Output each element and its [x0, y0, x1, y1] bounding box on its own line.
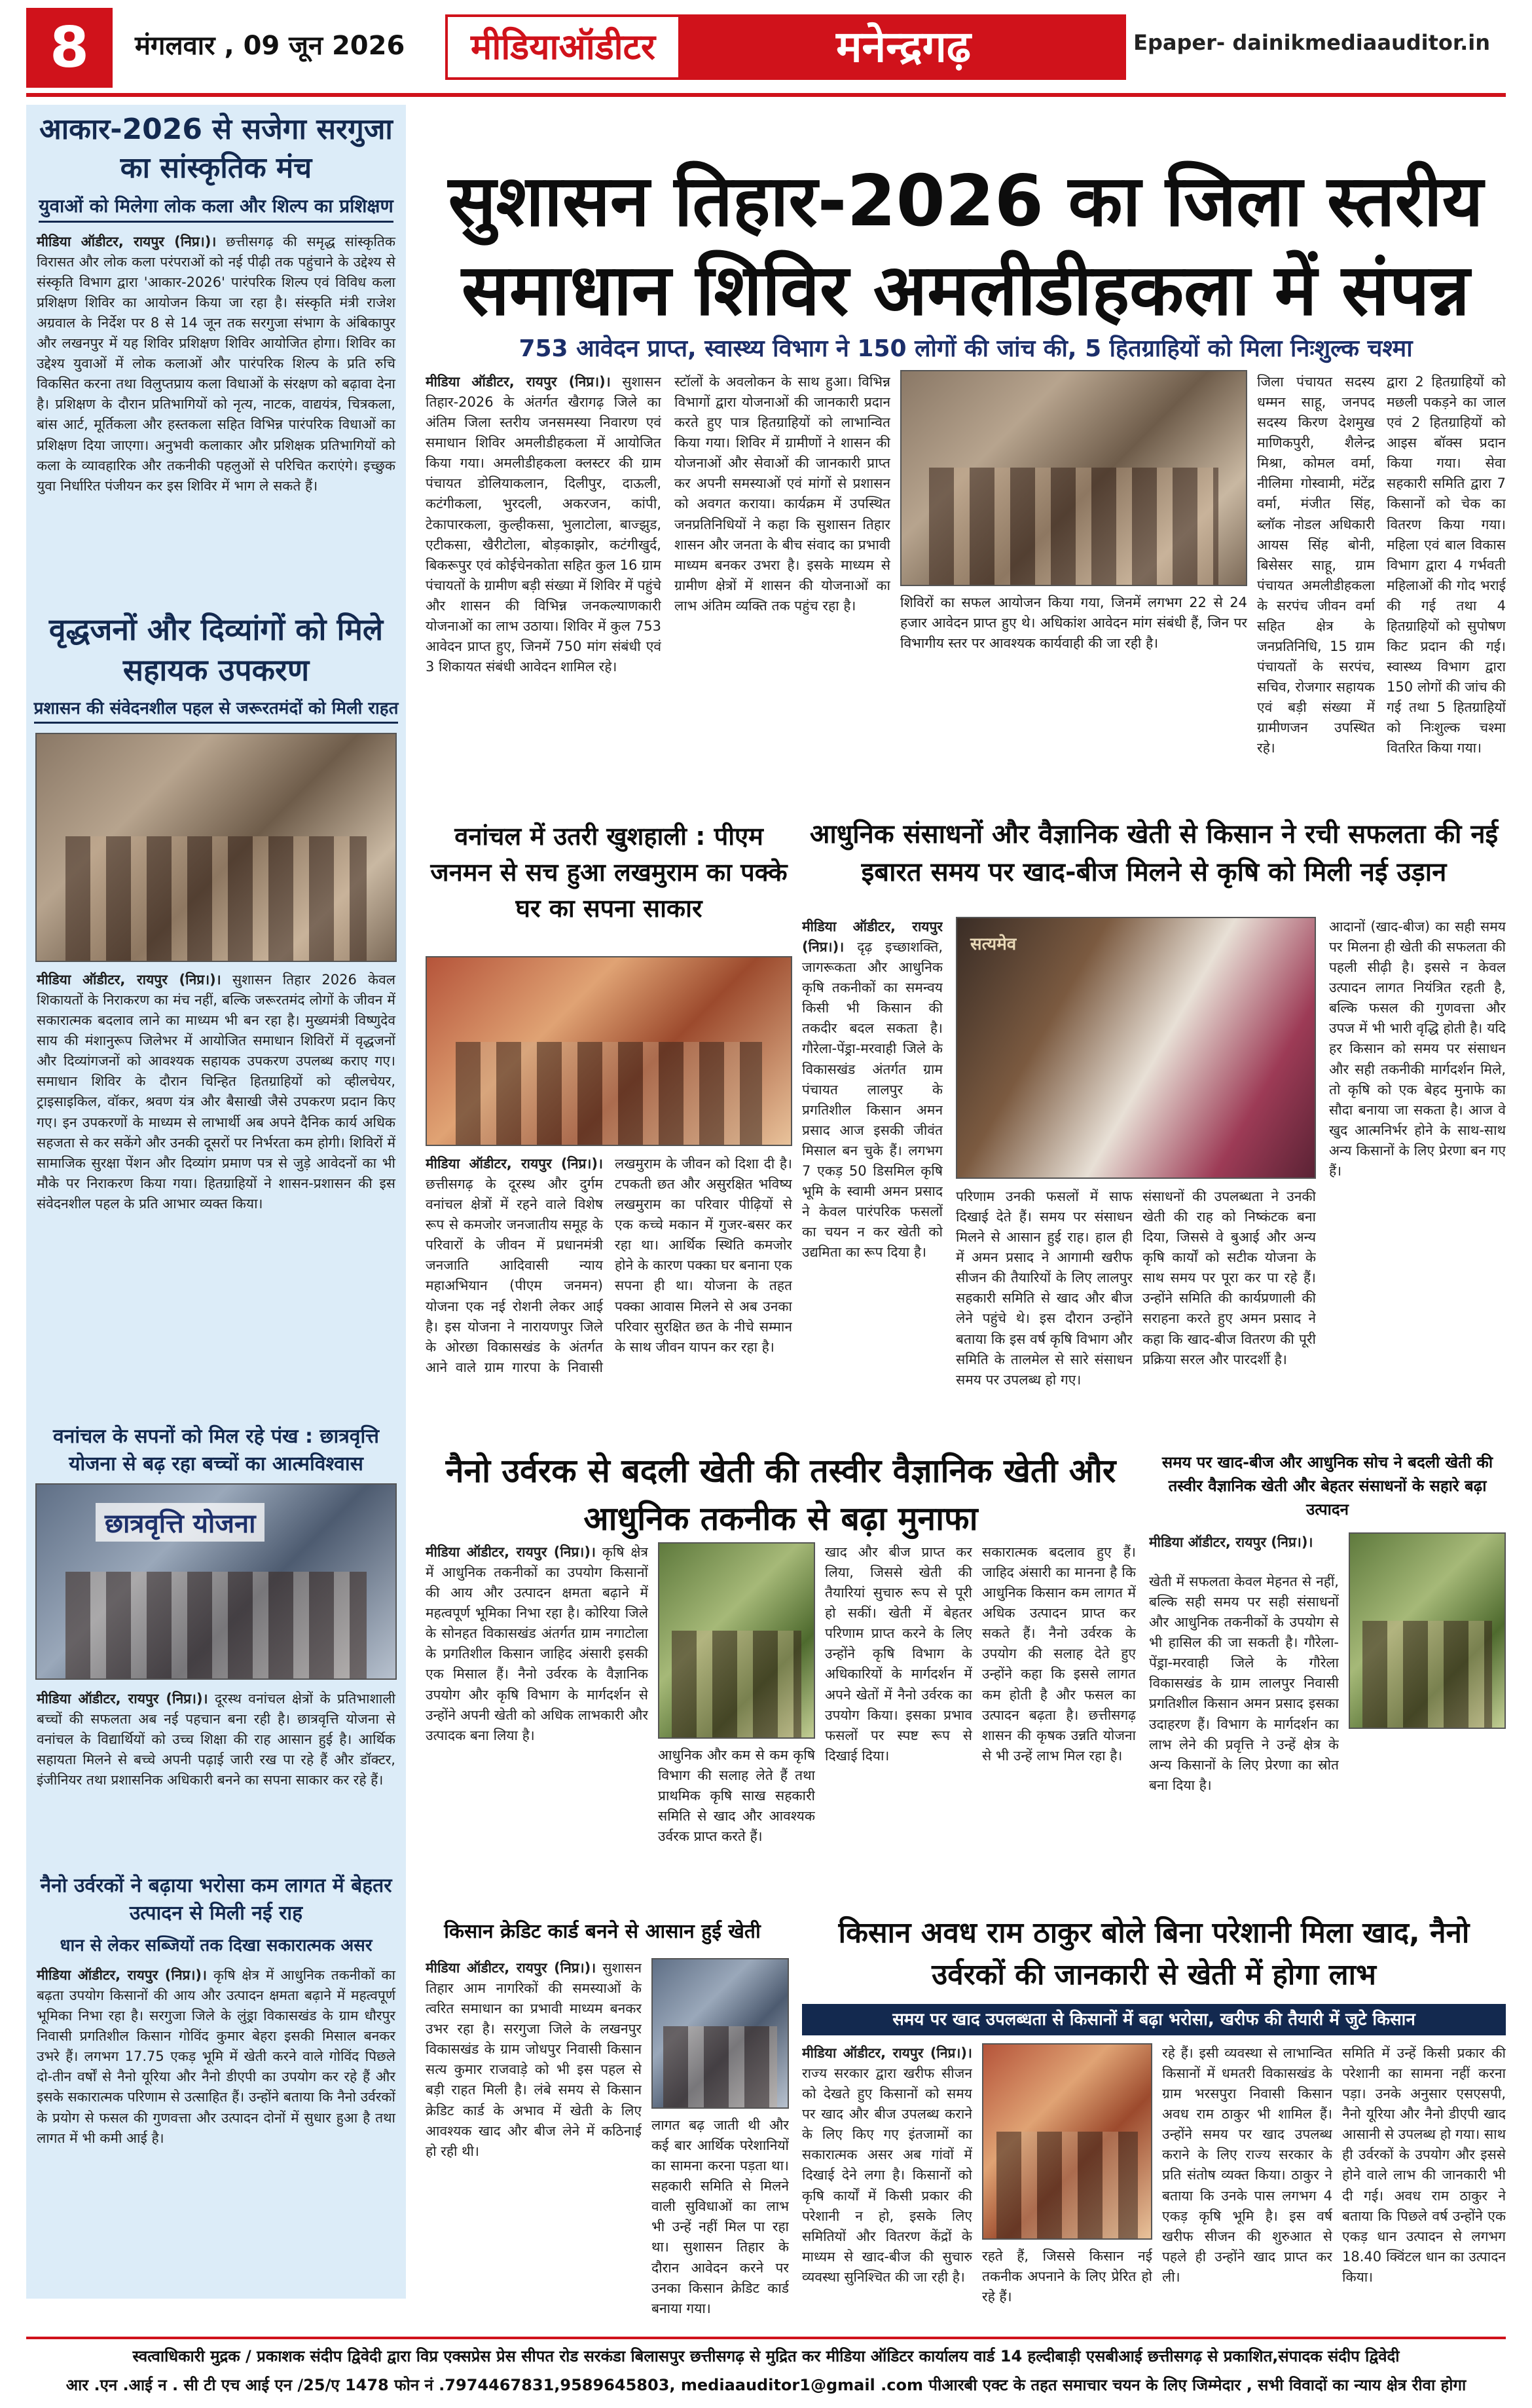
nano2-body: खेती में सफलता केवल मेहनत से नहीं, बल्कि सही समय पर सही संसाधनों और आधुनिक तकनीकों के उपयोग से भी हासिल की जा सकती है। गौरेला-पेंड्रा-मरवाही जिले के गौरेला विकासखंड के ग्राम लालपुर निवासी प्रगतिशील किसान अमन प्रसाद इसका उदाहरण हैं। विभाग के मार्गदर्शन का लाभ लेने की प्रवृत्ति ने उन्हें क्षेत्र के अन्य किसानों के लिए प्रेरणा का स्रोत बना दिया है।: [1149, 1574, 1339, 1793]
story-body: समिति में उन्हें किसी प्रकार की परेशानी का सामना नहीं करना पड़ा। उनके अनुसार एसएसपी, नैनो यूरिया और नैनो डीएपी खाद आसानी से उपलब्ध हो गया। साथ ही उर्वरकों के उपयोग और इससे होने वाले लाभ की जानकारी भी दी गई। अवध राम ठाकुर ने बताया कि पिछले वर्ष उन्होंने एक एकड़ धान उत्पादन से लगभग 18.40 क्विंटल धान का उत्पादन किया।: [1342, 2045, 1506, 2285]
story-headline: नैनो उर्वरकों ने बढ़ाया भरोसा कम लागत में बेहतर उत्पादन से मिली नई राह: [40, 1874, 392, 1925]
story-subhead: प्रशासन की संवेदनशील पहल से जरूरतमंदों को मिली राहत: [34, 695, 399, 724]
story-body: दृढ़ इच्छाशक्ति, जागरूकता और आधुनिक कृषि तकनीकों का समन्वय किसी भी किसान की तकदीर बदल सकता है। गौरेला-पेंड्रा-मरवाही जिले के विकासखंड अंतर्गत ग्राम पंचायत लालपुर के प्रगतिशील किसान अमन प्रसाद आज इसकी जीवंत मिसाल बन चुके हैं। लगभग 7 एकड़ 50 डिसमिल कृषि भूमि के स्वामी अमन प्रसाद ने केवल पारंपरिक फसलों का चयन न कर खेती को उद्यमिता का रूप दिया है।: [802, 939, 943, 1261]
farming-column-3: [1142, 1187, 1316, 1422]
story-subhead: युवाओं को मिलेगा लोक कला और शिल्प का प्रशिक्षण: [39, 193, 393, 223]
masthead-rule: [26, 93, 1506, 97]
pmjanman-headline: वनांचल में उतरी खुशहाली : पीएम जनमन से सच हुआ लखमुराम का पक्के घर का सपना साकार: [430, 822, 788, 923]
story-body: रहे हैं। इसी व्यवस्था से लाभान्वित किसानों में धमतरी विकासखंड के ग्राम भरसपुरा निवासी किसान अवध राम ठाकुर भी शामिल हैं। उन्होंने समय पर खाद उपलब्ध कराने के लिए राज्य सरकार के प्रति संतोष व्यक्त किया। ठाकुर ने बताया कि उनके पास लगभग 4 एकड़ कृषि भूमि है। इस वर्ष खरीफ सीजन की शुरुआत से पहले ही उन्होंने खाद प्राप्त कर ली।: [1162, 2045, 1332, 2285]
story-subhead: धान से लेकर सब्जियों तक दिखा सकारात्मक असर: [60, 1935, 373, 1955]
nano2-headline: समय पर खाद-बीज और आधुनिक सोच ने बदली खेती की तस्वीर वैज्ञानिक खेती और बेहतर संसाधनों के सहारे बढ़ा उत्पादन: [1161, 1453, 1493, 1519]
story-byline: मीडिया ऑडीटर, रायपुर (निप्र।)।: [802, 2045, 972, 2061]
story-body: द्वारा 2 हितग्राहियों को मछली पकड़ने का जाल एवं 2 हितग्राहियों को आइस बॉक्स प्रदान किया गया। सेवा सहकारी समिति द्वारा 7 किसानों को चेक का वितरण किया गया। महिला एवं बाल विकास विभाग द्वारा 4 गर्भवती महिलाओं की गोद भराई की गई तथा 4 हितग्राहियों को सुपोषण किट प्रदान की गई। स्वास्थ्य विभाग द्वारा 150 लोगों की जांच की गई तथा 5 हितग्राहियों को निःशुल्क चश्मा वितरित किया गया।: [1387, 374, 1506, 756]
story-body: सकारात्मक बदलाव हुए हैं। जाहिद अंसारी का मानना है कि आधुनिक किसान कम लागत में अधिक उत्पादन प्राप्त कर सकते हैं। नैनो उर्वरक के उपयोग की सलाह देते हुए उन्होंने कहा कि इससे लागत कम होती है और फसल का उत्पादन बढ़ता है। छत्तीसगढ़ शासन की कृषक उन्नति योजना से भी उन्हें लाभ मिल रहा है।: [982, 1544, 1136, 1764]
story-headline: वनांचल के सपनों को मिल रहे पंख : छात्रवृत्ति योजना से बढ़ रहा बच्चों का आत्मविश्वास: [52, 1424, 379, 1475]
masthead: [26, 8, 1506, 88]
story-aakar: [26, 105, 406, 595]
thakur-strap: समय पर खाद उपलब्धता से किसानों में बढ़ा भरोसा, खरीफ की तैयारी में जुटे किसान: [802, 2004, 1506, 2035]
story-byline: मीडिया ऑडीटर, रायपुर (निप्र।)।: [426, 1960, 596, 1976]
farming-headline: आधुनिक संसाधनों और वैज्ञानिक खेती से किसान ने रची सफलता की नई इबारत समय पर खाद-बीज मिलने से कृषि को मिली नई उड़ान: [809, 819, 1499, 887]
story-body: राज्य सरकार द्वारा खरीफ सीजन को देखते हुए किसानों को समय पर खाद और बीज उपलब्ध कराने के लिए किए गए इंतजामों का सकारात्मक असर अब गांवों में दिखाई देने लगा है। किसानों को कृषि कार्यों में किसी प्रकार की परेशानी न हो, इसके लिए समितियों और वितरण केंद्रों के माध्यम से खाद-बीज की सुचारु व्यवस्था सुनिश्चित की जा रही है।: [802, 2065, 972, 2285]
story-byline: मीडिया ऑडीटर, रायपुर (निप्र।)।: [1149, 1534, 1313, 1550]
story-photo: [35, 1483, 397, 1680]
imprint-line-1: स्वत्वाधिकारी मुद्रक / प्रकाशक संदीप द्विवेदी द्वारा विप्र एक्सप्रेस प्रेस सीपत रोड सरकंडा बिलासपुर छत्तीसगढ़ से मुद्रित कर मीडिया ऑडिटर कार्यालय वार्ड 14 हल्दीबाड़ी एसबीआई छत्तीसगढ़ से प्रकाशित,संपादक संदीप द्विवेदी: [132, 2347, 1400, 2365]
story-byline: मीडिया ऑडीटर, रायपुर (निप्र।)।: [426, 1544, 596, 1560]
lead-headline: सुशासन तिहार-2026 का जिला स्तरीय समाधान शिविर अमलीडीहकला में संपन्न: [448, 160, 1484, 332]
nano-photo: [658, 1542, 815, 1739]
photo-banner-text: छात्रवृत्ति योजना: [96, 1503, 264, 1542]
story-byline: मीडिया ऑडीटर, रायपुर (निप्र।)।: [426, 1156, 603, 1172]
story-body: सुशासन तिहार-2026 के अंतर्गत खैरागढ़ जिले का अंतिम जिला स्तरीय जनसमस्या निवारण एवं समाधान शिविर अमलीडीहकला में आयोजित किया गया। अमलीडीहकला क्लस्टर की ग्राम पंचायत डोलियाकलान, दिलीपुर, दाऊली, कटंगीकला, भुरदली, अकरजन, कांपी, टेकापारकला, कुल्हीकसा, भुलाटोला, बाज्झुड, एटीकसा, खैरीटोला, बोड़काझोर, कटंगीखुर्द, बिकरूपुर एवं कोईचेनकोता सहित कुल 16 ग्राम पंचायतों के ग्रामीण बड़ी संख्या में शिविर में पहुंचे और शासन की विभिन्न जनकल्याणकारी योजनाओं का लाभ उठाया। शिविर में कुल 753 आवेदन प्राप्त हुए, जिनमें 750 मांग संबंधी एवं 3 शिकायत संबंधी आवेदन शामिल रहे।: [426, 374, 661, 675]
story-nano-left: [26, 1867, 406, 2243]
farming-photo: [956, 917, 1316, 1179]
pmjanman-photo: [426, 956, 792, 1146]
lead-photo: [900, 370, 1247, 586]
imprint-footer: [26, 2337, 1506, 2399]
farming-column-1: [802, 917, 943, 1421]
lead-strap: 753 आवेदन प्राप्त, स्वास्थ्य विभाग ने 150 लोगों की जांच की, 5 हितग्राहियों को मिला निःशुल्क चश्मा: [519, 335, 1413, 362]
nano-column-4: [982, 1542, 1136, 1883]
story-headline: आकार-2026 से सजेगा सरगुजा का सांस्कृतिक मंच: [39, 113, 393, 185]
story-body: जिला पंचायत सदस्य धम्मन साहू, जनपद सदस्य किरण देशमुख माणिकपुरी, शैलेन्द्र मिश्रा, कोमल वर्मा, नीलिमा गोस्वामी, मंटेंद्र वर्मा, मंजीत सिंह, ब्लॉक नोडल अधिकारी आयस सिंह बोनी, बिसेसर साहू, ग्राम पंचायत अमलीडीहकला के सरपंच जीवन वर्मा सहित क्षेत्र के जनप्रतिनिधि, 15 ग्राम पंचायतों के सरपंच, सचिव, रोजगार सहायक एवं बड़ी संख्या में ग्रामीणजन उपस्थित रहे।: [1257, 374, 1375, 756]
thakur-caption: रहते हैं, जिससे किसान नई तकनीक अपनाने के लिए प्रेरित हो रहे हैं।: [982, 2248, 1152, 2305]
story-body: कृषि क्षेत्र में आधुनिक तकनीकों का बढ़ता उपयोग किसानों की आय और उत्पादन क्षमता बढ़ाने में महत्वपूर्ण भूमिका निभा रहा है। सरगुजा जिले के लुंड्रा विकासखंड के ग्राम धौरपुर निवासी प्रगतिशील किसान गोविंद कुमार बेहरा इसकी मिसाल बनकर उभरे हैं। लगभग 17.75 एकड़ भूमि में खेती करने वाले गोविंद पिछले दो-तीन वर्षों से नैनो यूरिया और नैनो डीएपी का उपयोग कर रहे हैं और इसके सकारात्मक परिणाम से उत्साहित हैं। उन्होंने बताया कि नैनो उर्वरकों के प्रयोग से फसल की गुणवत्ता और उत्पादन दोनों में सुधार हुआ है तथा लागत में भी कमी आई है।: [37, 1967, 395, 2146]
nano-column-3: [825, 1542, 972, 1883]
lead-photo-caption: शिविरों का सफल आयोजन किया गया, जिनमें लगभग 22 से 24 हजार आवेदन प्राप्त हुए थे। अधिकांश आवेदन मांग संबंधी हैं, जिन पर विभागीय स्तर पर आवश्यक कार्यवाही की जा रही है।: [900, 595, 1247, 652]
story-photo: [35, 733, 397, 962]
emblem-text: सत्यमेव: [970, 935, 1017, 954]
farming-column-2: [956, 1187, 1133, 1422]
thakur-column-1: [802, 2043, 972, 2325]
thakur-headline: किसान अवध राम ठाकुर बोले बिना परेशानी मिला खाद, नैनो उर्वरकों की जानकारी से खेती में होगा लाभ: [838, 1916, 1470, 1991]
nano2-photo: [1349, 1532, 1506, 1729]
story-body: दूरस्थ वनांचल क्षेत्रों के प्रतिभाशाली बच्चों की सफलता अब नई पहचान बना रही है। छात्रवृत्ति योजना से वनांचल के विद्यार्थियों को उच्च शिक्षा की राह आसान हुई है। आर्थिक सहायता मिलने से बच्चे अपनी पढ़ाई जारी रख पा रहे हैं और डॉक्टर, इंजीनियर तथा प्रशासनिक अधिकारी बनने का सपना साकार कर रहे हैं।: [37, 1690, 395, 1788]
thakur-column-4: [1342, 2043, 1506, 2325]
kcc-caption: लागत बढ़ जाती थी और कई बार आर्थिक परेशानियों का सामना करना पड़ता था। सहकारी समिति से मिलने वाली सुविधाओं का लाभ भी उन्हें नहीं मिल पा रहा था। सुशासन तिहार के दौरान आवेदन करने पर उनका किसान क्रेडिट कार्ड बनाया गया।: [651, 2117, 789, 2316]
story-byline: मीडिया ऑडीटर, रायपुर (निप्र।)।: [37, 971, 221, 988]
thakur-photo: [982, 2043, 1152, 2240]
story-body: छत्तीसगढ़ की समृद्ध सांस्कृतिक विरासत और लोक कला परंपराओं को नई पीढ़ी तक पहुंचाने के उद्देश्य से संस्कृति विभाग द्वारा 'आकार-2026' पारंपरिक शिल्प एवं विविध कला प्रशिक्षण शिविर का आयोजन किया जा रहा है। संस्कृति मंत्री राजेश अग्रवाल के निर्देश पर 8 से 14 जून तक सरगुजा संभाग के अंबिकापुर और लखनपुर में यह शिविर प्रशिक्षण शिविर आयोजित होगा। शिविर का उद्देश्य युवाओं में लोक कलाओं और पारंपरिक शिल्प के प्रति रुचि विकसित करना तथा विलुप्तप्राय कला विधाओं के संरक्षण को बढ़ावा देना है। प्रशिक्षण के दौरान प्रतिभागियों को नृत्य, नाटक, वाद्ययंत्र, चित्रकला, बांस आर्ट, मूर्तिकला और हस्तकला सहित विभिन्न पारंपरिक विधाओं का प्रशिक्षण दिया जाएगा। अनुभवी कलाकार और प्रशिक्षक प्रतिभागियों को कला के व्यावहारिक और तकनीकी पहलुओं से परिचित कराएंगे। इच्छुक युवा निर्धारित पंजीयन कर इस शिविर में भाग ले सकते हैं।: [37, 233, 395, 494]
kcc-photo: [651, 1958, 789, 2109]
nano-caption: आधुनिक और कम से कम कृषि विभाग की सलाह लेते हैं तथा प्राथमिक कृषि साख सहकारी समिति से खाद और आवश्यक उर्वरक प्राप्त करते हैं।: [658, 1747, 815, 1845]
story-scholarship: [26, 1418, 406, 1862]
story-body: परिणाम उनकी फसलों में साफ दिखाई देते हैं। समय पर संसाधन मिलने से आसान हुई राह। हाल ही में अमन प्रसाद ने आगामी खरीफ सीजन की तैयारियों के लिए लालपुर सहकारी समिति से खाद और बीज लेने पहुंचे थे। इस दौरान उन्होंने बताया कि इस वर्ष कृषि विभाग और समिति के तालमेल से सारे संसाधन समय पर उपलब्ध हो गए।: [956, 1189, 1133, 1388]
issue-date: मंगलवार , 09 जून 2026: [135, 31, 405, 61]
story-body: सुशासन तिहार 2026 केवल शिकायतों के निराकरण का मंच नहीं, बल्कि जरूरतमंद लोगों के जीवन में सकारात्मक बदलाव लाने का माध्यम भी बन रहा है। मुख्यमंत्री विष्णुदेव साय की मंशानुरूप जिलेभर में आयोजित समाधान शिविरों में वृद्धजनों और दिव्यांगजनों को आवश्यक सहायक उपकरण उपलब्ध कराए गए। समाधान शिविर के दौरान चिन्हित हितग्राहियों को व्हीलचेयर, ट्राइसाइकिल, वॉकर, श्रवण यंत्र और बैसाखी जैसे उपकरण प्रदान किए गए। इन उपकरणों के माध्यम से लाभार्थी अब अपने दैनिक कार्य अधिक सहजता से कर सकेंगे और उनकी दूसरों पर निर्भरता कम होगी। शिविरों में सामाजिक सुरक्षा पेंशन और दिव्यांग प्रमाण पत्र से जुड़े आवेदनों का भी मौके पर निराकरण किया गया। हितग्राहियों ने शासन-प्रशासन की इस संवेदनशील पहल के प्रति आभार व्यक्त किया।: [37, 971, 395, 1212]
lead-column-3: [1257, 372, 1375, 791]
story-body: कृषि क्षेत्र में आधुनिक तकनीकों का उपयोग किसानों की आय और उत्पादन क्षमता बढ़ाने में महत्वपूर्ण भूमिका निभा रहा है। कोरिया जिले के सोनहत विकासखंड अंतर्गत ग्राम नगाटोला के प्रगतिशील किसान जाहिद अंसारी इसकी एक मिसाल हैं। नैनो उर्वरक के वैज्ञानिक उपयोग और कृषि विभाग के मार्गदर्शन से उन्होंने अपनी खेती को अधिक लाभकारी और उत्पादक बना लिया है।: [426, 1544, 648, 1743]
story-byline: मीडिया ऑडीटर, रायपुर (निप्र।)।: [37, 1690, 208, 1707]
page-number: 8: [26, 8, 113, 88]
story-byline: मीडिया ऑडीटर, रायपुर (निप्र।)।: [37, 233, 217, 250]
story-body: स्टॉलों के अवलोकन के साथ हुआ। विभिन्न विभागों द्वारा योजनाओं की जानकारी प्रदान करते हुए पात्र हितग्राहियों को लाभान्वित किया गया। शिविर में ग्रामीणों ने शासन की योजनाओं और सेवाओं की जानकारी प्राप्त कर अपनी समस्याओं एवं मांगों से प्रशासन को अवगत कराया। कार्यक्रम में उपस्थित जनप्रतिनिधियों ने कहा कि सुशासन तिहार शासन और जनता के बीच संवाद का प्रभावी माध्यम बनकर उभरा है। इसके माध्यम से ग्रामीण क्षेत्रों में शासन की योजनाओं का लाभ अंतिम व्यक्ति तक पहुंच रहा है।: [674, 374, 890, 614]
nano-column-1: [426, 1542, 648, 1883]
city-banner: मनेन्द्रगढ़: [681, 14, 1126, 80]
story-body: खाद और बीज प्राप्त कर लिया, जिससे खेती की तैयारियां सुचारु रूप से पूरी हो सकीं। खेती में बेहतर परिणाम प्राप्त करने के लिए उन्होंने कृषि विभाग के अधिकारियों के मार्गदर्शन में अपने खेतों में नैनो उर्वरक का उपयोग किया। इसका प्रभाव फसलों पर स्पष्ट रूप से दिखाई दिया।: [825, 1544, 972, 1764]
story-byline: मीडिया ऑडीटर, रायपुर (निप्र।)।: [426, 374, 611, 390]
epaper-link[interactable]: Epaper- dainikmediaauditor.in: [1133, 30, 1490, 55]
story-body: छत्तीसगढ़ के दूरस्थ और दुर्गम वनांचल क्षेत्रों में रहने वाले विशेष रूप से कमजोर जनजातीय समूह के परिवारों के जीवन में प्रधानमंत्री जनजाति आदिवासी न्याय महाअभियान (पीएम जनमन) योजना एक नई रोशनी लेकर आई है। इस योजना ने नारायणपुर जिले के ओरछा विकासखंड के अंतर्गत आने वाले ग्राम गारपा के निवासी लखमुराम के जीवन को दिशा दी है। टपकती छत और असुरक्षित भविष्य लखमुराम का परिवार पीढ़ियों से एक कच्चे मकान में गुजर-बसर कर रहा था। आर्थिक स्थिति कमजोर होने के कारण पक्का घर बनाना एक सपना ही था। योजना के तहत पक्का आवास मिलने से अब उनका परिवार सुरक्षित छत के नीचे सम्मान के साथ जीवन यापन कर रहा है।: [426, 1156, 792, 1375]
kcc-headline: किसान क्रेडिट कार्ड बनने से आसान हुई खेती: [444, 1920, 761, 1943]
story-body: संसाधनों की उपलब्धता ने उनकी खेती की राह को निष्कंटक बना दिया, जिससे वे बुआई और अन्य कृषि कार्यों को सटीक योजना के साथ समय पर पूरा कर पा रहे हैं। उन्होंने समिति की कार्यप्रणाली की सराहना करते हुए अमन प्रसाद ने कहा कि खाद-बीज वितरण की पूरी प्रक्रिया सरल और पारदर्शी है।: [1142, 1189, 1316, 1367]
left-sidebar: [26, 105, 406, 2299]
lead-column-1: [426, 372, 661, 791]
lead-column-2: [674, 372, 890, 791]
brand-logo: मीडियाऑडीटर: [445, 14, 681, 80]
farming-column-4: [1329, 917, 1506, 1421]
nano-headline: नैनो उर्वरक से बदली खेती की तस्वीर वैज्ञानिक खेती और आधुनिक तकनीक से बढ़ा मुनाफा: [445, 1452, 1116, 1538]
story-headline: वृद्धजनों और दिव्यांगों को मिले सहायक उपकरण: [48, 611, 384, 688]
story-body: आदानों (खाद-बीज) का सही समय पर मिलना ही खेती की सफलता की पहली सीढ़ी है। इससे न केवल उत्पादन लागत नियंत्रित रहती है, बल्कि फसल की गुणवत्ता और उपज में भी भारी वृद्धि होती है। यदि हर किसान को समय पर संसाधन और सही तकनीकी मार्गदर्शन मिले, तो कृषि को एक बेहद मुनाफे का सौदा बनाया जा सकता है। आज वे खुद आत्मनिर्भर होने के साथ-साथ अन्य किसानों के लिए प्रेरणा बन गए हैं।: [1329, 919, 1506, 1179]
kcc-column-1: [426, 1958, 642, 2325]
story-sahayak: [26, 604, 406, 1411]
story-byline: मीडिया ऑडीटर, रायपुर (निप्र।)।: [37, 1967, 207, 1983]
thakur-column-3: [1162, 2043, 1332, 2325]
story-byline: मीडिया ऑडीटर, रायपुर (निप्र।)।: [802, 919, 943, 955]
pmjanman-body: [426, 1154, 792, 1436]
imprint-line-2: आर .एन .आई न . सी टी एच आई एन /25/ए 1478 फोन नं .7974467831,9589645803, mediaauditor1@gmail .com पीआरबी एक्ट के तहत समाचार चयन के लिए जिम्मेदार , सभी विवादों का न्याय क्षेत्र रीवा होगा: [65, 2376, 1467, 2394]
story-body: सुशासन तिहार आम नागरिकों की समस्याओं के त्वरित समाधान का प्रभावी माध्यम बनकर उभर रहा है। सरगुजा जिले के लखनपुर विकासखंड के ग्राम जोधपुर निवासी किसान सत्य कुमार राजवाड़े को भी इस पहल से बड़ी राहत मिली है। लंबे समय से किसान क्रेडिट कार्ड के अभाव में खेती के लिए आवश्यक खाद और बीज लेने में कठिनाई हो रही थी।: [426, 1960, 642, 2159]
lead-column-4: [1387, 372, 1506, 791]
